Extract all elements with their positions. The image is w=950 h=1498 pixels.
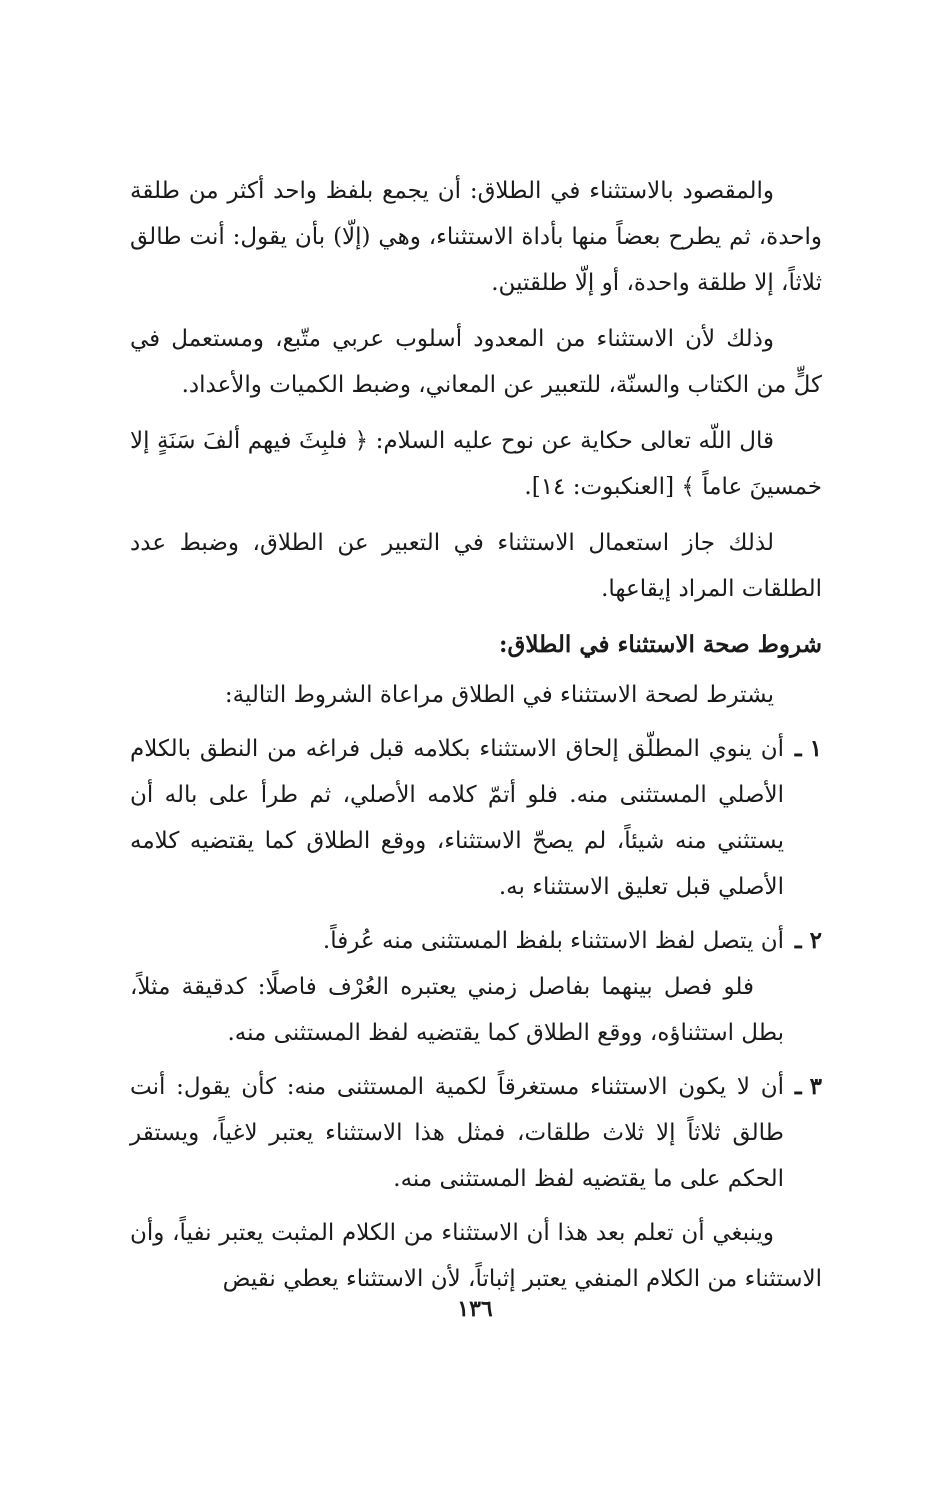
condition-number: ١ ـ	[794, 735, 822, 762]
conditions-list	[130, 726, 822, 1202]
page-number: ١٣٦	[457, 1296, 493, 1322]
condition-item-1	[130, 726, 822, 910]
condition-text: أن ينوي المطلّق إلحاق الاستثناء بكلامه قبل فراغه من النطق بالكلام الأصلي المستثنى منه. فلو أتمّ كلامه الأصلي، ثم طرأ على باله أن يستثني منه شيئاً، لم يصحّ الاستثناء، ووقع الطلاق كما يقتضيه كلامه الأصلي قبل تعليق الاستثناء به.	[130, 736, 784, 900]
condition-subtext: فلو فصل بينهما بفاصل زمني يعتبره العُرْف فاصلًا: كدقيقة مثلاً، بطل استثناؤه، ووقع الطلاق كما يقتضيه لفظ المستثنى منه.	[130, 974, 784, 1046]
paragraph-quran-quote: قال اللّه تعالى حكاية عن نوح عليه السلام: ﴿ فلبِثَ فيهم ألفَ سَنَةٍ إلا خمسينَ عاماً ﴾ [العنكبوت: ١٤].	[130, 428, 822, 500]
condition-text: أن يتصل لفظ الاستثناء بلفظ المستثنى منه عُرفاً.	[322, 928, 784, 954]
condition-item-2	[130, 918, 822, 1056]
page-body	[130, 168, 822, 1312]
paragraph-conclusion: لذلك جاز استعمال الاستثناء في التعبير عن الطلاق، وضبط عدد الطلقات المراد إيقاعها.	[130, 530, 822, 602]
conditions-intro: يشترط لصحة الاستثناء في الطلاق مراعاة الشروط التالية:	[224, 682, 774, 708]
condition-item-3	[130, 1064, 822, 1202]
section-heading: شروط صحة الاستثناء في الطلاق:	[499, 631, 822, 658]
paragraph-reason: وذلك لأن الاستثناء من المعدود أسلوب عربي متّبع، ومستعمل في كلٍّ من الكتاب والسنّة، للتعبير عن المعاني، وضبط الكميات والأعداد.	[130, 326, 822, 398]
condition-number: ٣ ـ	[794, 1073, 822, 1100]
condition-text: أن لا يكون الاستثناء مستغرقاً لكمية المستثنى منه: كأن يقول: أنت طالق ثلاثاً إلا ثلاث طلقات، فمثل هذا الاستثناء يعتبر لاغياً، ويستقر الحكم على ما يقتضيه لفظ المستثنى منه.	[130, 1074, 784, 1192]
condition-number: ٢ ـ	[794, 927, 822, 954]
paragraph-definition: والمقصود بالاستثناء في الطلاق: أن يجمع بلفظ واحد أكثر من طلقة واحدة، ثم يطرح بعضاً منها بأداة الاستثناء، وهي (إلّا) بأن يقول: أنت طالق ثلاثاً، إلا طلقة واحدة، أو إلّا طلقتين.	[130, 178, 822, 296]
closing-paragraph: وينبغي أن تعلم بعد هذا أن الاستثناء من الكلام المثبت يعتبر نفياً، وأن الاستثناء من الكلام المنفي يعتبر إثباتاً، لأن الاستثناء يعطي نقيض	[130, 1220, 822, 1292]
